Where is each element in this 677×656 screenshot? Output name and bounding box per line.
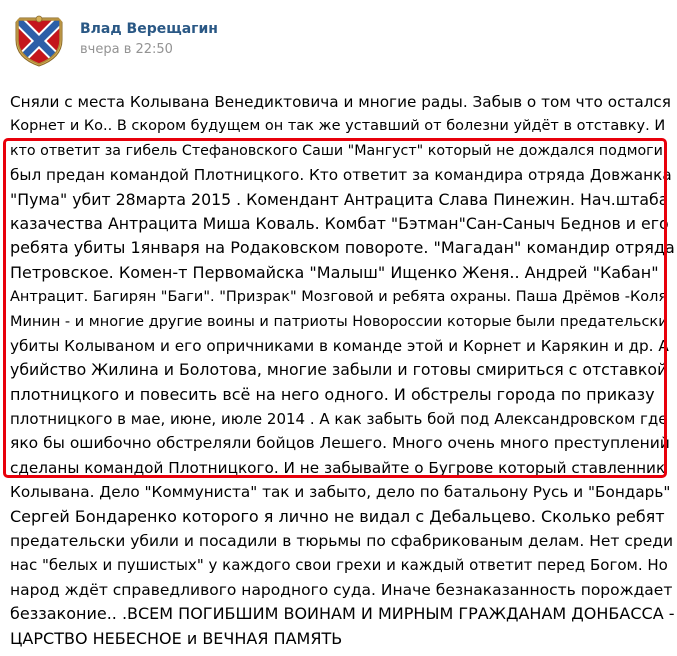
post-text-line: Корнет и Ко.. В скором будущем он так же уставший от болезни уйдёт в отставку. И [10, 118, 666, 135]
post-text-line: предательски убили и посадили в тюрьмы по сфабрикованым делам. Нет среди [10, 532, 674, 551]
post-text-line: Петровское. Комен-т Первомайска "Малыш" Ищенко Женя.. Андрей "Кабан" [10, 262, 659, 282]
post-text-line: плотницкого и повесить всё на него одного. И обстрелы города по приказу [10, 384, 655, 404]
post-text-line: казачества Антрацита Миша Коваль. Комбат "Бэтман"Сан-Саныч Беднов и его [10, 213, 669, 233]
post-text-line: убийство Жилина и Болотова, многие забыли и готовы смириться с отставкой [10, 360, 668, 380]
post-text-line: убиты Колываном и его опричниками в команде этой и Корнет и Карякин и др. А [10, 336, 669, 355]
post-text-line: плотницкого в мае, июне, июле 2014 . А как забыть бой под Александровском где [10, 410, 668, 429]
post-text-line: яко бы ошибочно обстреляли бойцов Лешего. Много очень много преступлений [10, 434, 670, 453]
post-text-line: был предан командой Плотницкого. Кто ответит за командира отряда Довжанка [10, 166, 672, 185]
post-text-line: беззаконие.. .ВСЕМ ПОГИБШИМ ВОИНАМ И МИРНЫМ ГРАЖДАНАМ ДОНБАССА - [10, 604, 675, 624]
post-text-line: ЦАРСТВО НЕБЕСНОЕ и ВЕЧНАЯ ПАМЯТЬ [10, 628, 343, 648]
post-text-line: "Пума" убит 28марта 2015 . Комендант Антрацита Слава Пинежин. Нач.штаба [10, 189, 669, 209]
novorossiya-flag-shield-icon [10, 10, 68, 68]
post-text-line: нас "белых и пушистых" у каждого свои грехи и каждый ответит перед Богом. Но [10, 556, 668, 575]
avatar[interactable] [10, 10, 68, 68]
post-timestamp-link[interactable]: вчера в 22:50 [80, 42, 173, 57]
post-text-line: сделаны командой Плотницкого. И не забывайте о Бугрове который ставленник [10, 458, 666, 477]
post-text-line: Антрацит. Багирян "Баги". "Призрак" Мозговой и ребята охраны. Паша Дрёмов -Коля [10, 289, 668, 306]
post-text-line: Сняли с места Колывана Венедиктовича и многие рады. Забыв о том что остался [10, 93, 671, 111]
post-text-line: кто ответит за гибель Стефановского Саши "Мангуст" который не дождался подмоги, [10, 142, 668, 159]
post-text-line: Минин - и многие другие воины и патриоты Новороссии которые были предательски [10, 313, 668, 330]
post-text-line: ребята убиты 1января на Родаковском повороте. "Магадан" командир отряда [10, 238, 675, 258]
post-text [10, 90, 675, 651]
post-text-line: Сергей Бондаренко которого я лично не видал с Дебальцево. Сколько ребят [10, 506, 665, 526]
post-text-line: народ ждёт справедливого народного суда. Иначе безнаказанность порождает [10, 580, 673, 599]
post-text-line: Колывана. Дело "Коммуниста" так и забыто, дело по батальону Русь и "Бондарь" [10, 483, 671, 502]
author-name-link[interactable]: Влад Верещагин [80, 21, 218, 37]
